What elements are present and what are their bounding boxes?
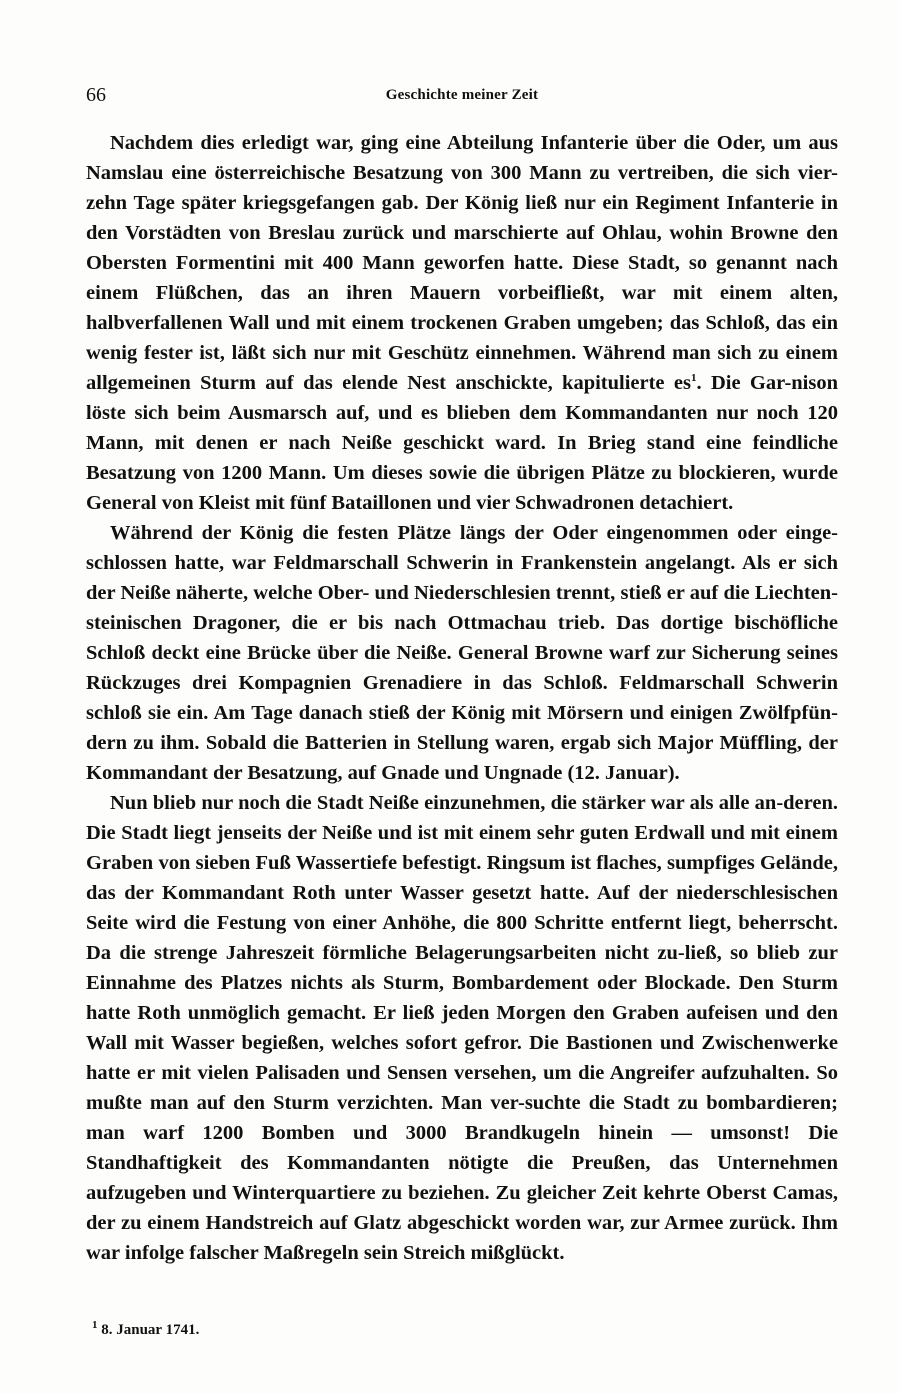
footnote-reference[interactable]: 1 (690, 372, 697, 385)
paragraph-text: . Die Gar-nison löste sich beim Ausmarsch auf, und es blieben dem Kommandanten nur noch 120 Mann, mit denen er nach Neiße geschickt ward. In Brieg stand eine feindliche Besatzung von 1200 Mann. Um dieses sowie die übrigen Plätze zu blockieren, wurde General von Kleist mit fünf Bataillonen und vier Schwadronen detachiert. (86, 372, 838, 514)
body-text (86, 128, 838, 1268)
footnote-marker: 1 (92, 1319, 98, 1331)
paragraph-text: Nachdem dies erledigt war, ging eine Abteilung Infanterie über die Oder, um aus Namslau eine österreichische Besatzung von 300 Mann zu vertreiben, die sich vier-zehn Tage später kriegsgefangen gab. Der König ließ nur ein Regiment Infanterie in den Vorstädten von Breslau zurück und marschierte auf Ohlau, wohin Browne den Obersten Formentini mit 400 Mann geworfen hatte. Diese Stadt, so genannt nach einem Flüßchen, das an ihren Mauern vorbeifließt, war mit einem alten, halbverfallenen Wall und mit einem trockenen Graben umgeben; das Schloß, das ein wenig fester ist, läßt sich nur mit Geschütz einnehmen. Während man sich zu einem allgemeinen Sturm auf das elende Nest anschickte, kapitulierte es (86, 132, 838, 394)
running-title: Geschichte meiner Zeit (385, 87, 539, 103)
page-header (86, 84, 838, 112)
footnote (92, 1319, 200, 1339)
paragraph (86, 128, 838, 518)
page-number: 66 (86, 84, 106, 106)
paragraph: Während der König die festen Plätze längs der Oder eingenommen oder einge-schlossen hatte, war Feldmarschall Schwerin in Frankenstein angelangt. Als er sich der Neiße näherte, welche Ober- und Niederschlesien trennt, stieß er auf die Liechten-steinischen Dragoner, die er bis nach Ottmachau trieb. Das dortige bischöfliche Schloß deckt eine Brücke über die Neiße. General Browne warf zur Sicherung seines Rückzuges drei Kompagnien Grenadiere in das Schloß. Feldmarschall Schwerin schloß sie ein. Am Tage danach stieß der König mit Mörsern und einigen Zwölfpfün-dern zu ihm. Sobald die Batterien in Stellung waren, ergab sich Major Müffling, der Kommandant der Besatzung, auf Gnade und Ungnade (12. Januar). (86, 522, 838, 784)
paragraph: Nun blieb nur noch die Stadt Neiße einzunehmen, die stärker war als alle an-deren. Die Stadt liegt jenseits der Neiße und ist mit einem sehr guten Erdwall und mit einem Graben von sieben Fuß Wassertiefe befestigt. Ringsum ist flaches, sumpfiges Gelände, das der Kommandant Roth unter Wasser gesetzt hatte. Auf der niederschlesischen Seite wird die Festung von einer Anhöhe, die 800 Schritte entfernt liegt, beherrscht. Da die strenge Jahreszeit förmliche Belagerungsarbeiten nicht zu-ließ, so blieb zur Einnahme des Platzes nichts als Sturm, Bombardement oder Blockade. Den Sturm hatte Roth unmöglich gemacht. Er ließ jeden Morgen den Graben aufeisen und den Wall mit Wasser begießen, welches sofort gefror. Die Bastionen und Zwischenwerke hatte er mit vielen Palisaden und Sensen versehen, um die Angreifer aufzuhalten. So mußte man auf den Sturm verzichten. Man ver-suchte die Stadt zu bombardieren; man warf 1200 Bomben und 3000 Brandkugeln hinein — umsonst! Die Standhaftigkeit des Kommandanten nötigte die Preußen, das Unternehmen aufzugeben und Winterquartiere zu beziehen. Zu gleicher Zeit kehrte Oberst Camas, der zu einem Handstreich auf Glatz abgeschickt worden war, zur Armee zurück. Ihm war infolge falscher Maßregeln sein Streich mißglückt. (86, 792, 838, 1264)
footnote-text: 8. Januar 1741. (101, 1322, 200, 1338)
